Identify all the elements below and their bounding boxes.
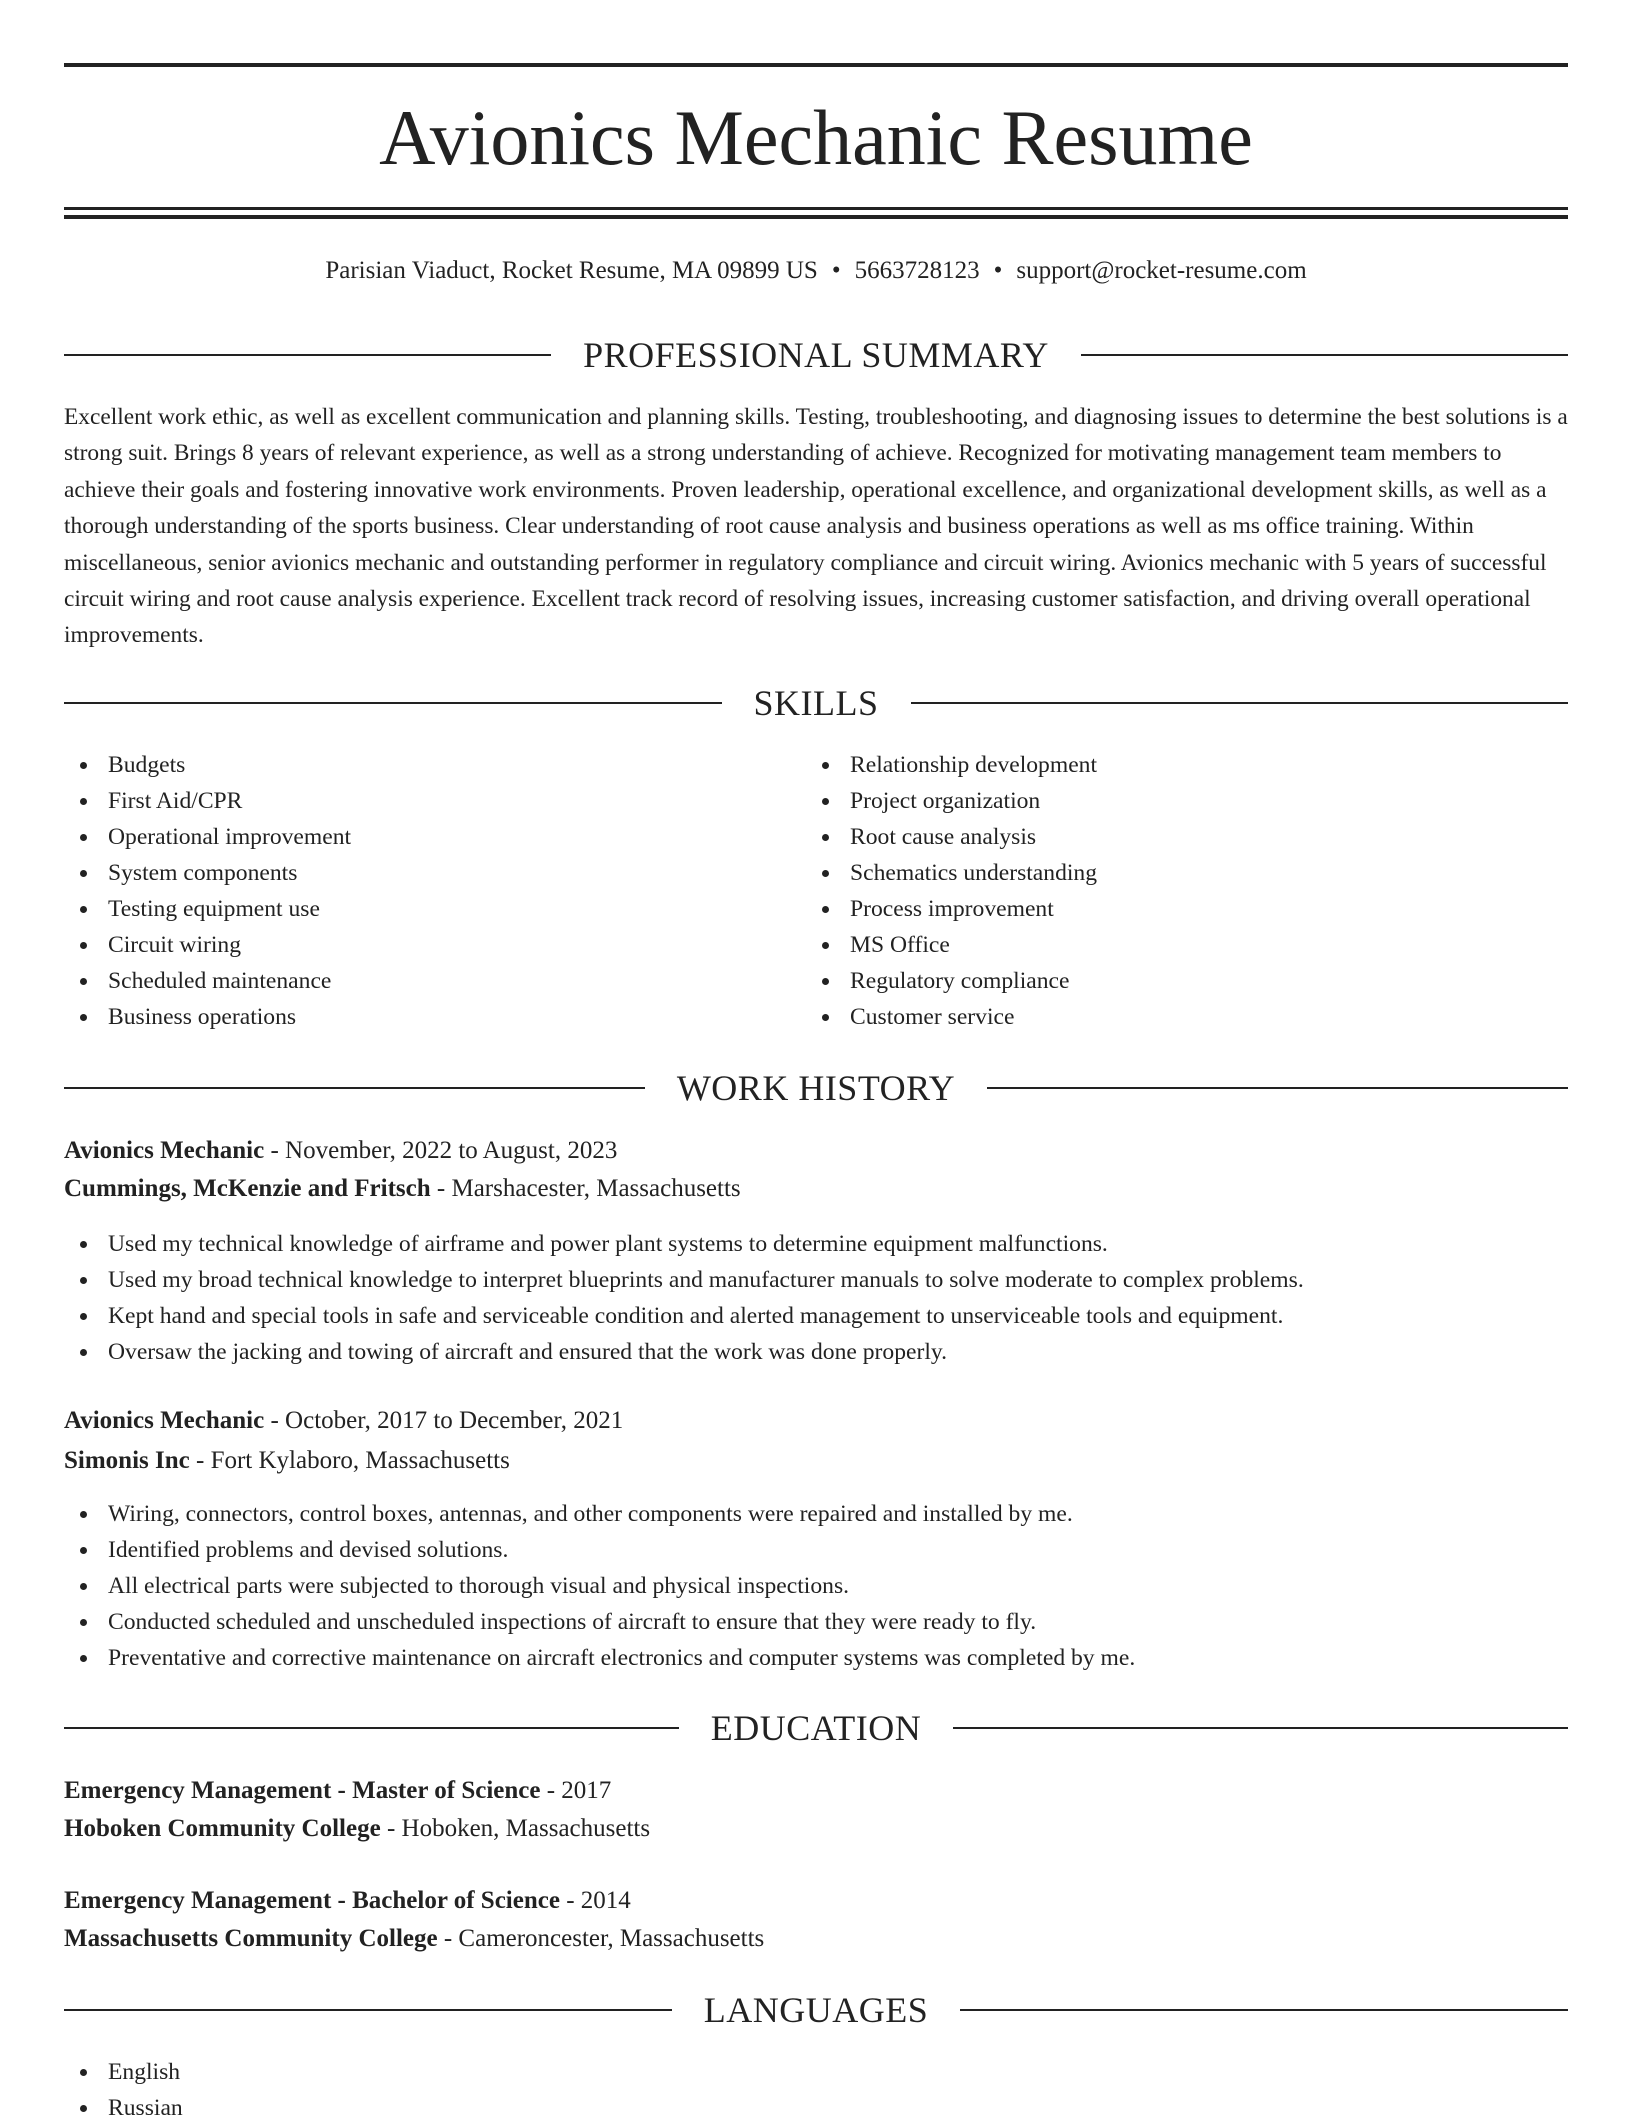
job-title-line xyxy=(64,1402,623,1440)
skill-label: Root cause analysis xyxy=(850,824,1037,850)
job-bullet xyxy=(64,1568,1568,1604)
job-bullet-text: Oversaw the jacking and towing of aircraft and ensured that the work was done properly. xyxy=(108,1339,948,1365)
education-year: 2014 xyxy=(580,1887,631,1914)
skill-label: Operational improvement xyxy=(108,824,352,850)
skill-item xyxy=(806,819,1546,855)
skill-item xyxy=(64,963,804,999)
job-location: Fort Kylaboro, Massachusetts xyxy=(210,1447,510,1474)
heading-rule-left xyxy=(64,1087,645,1089)
education-location: Hoboken, Massachusetts xyxy=(401,1815,651,1842)
languages-list xyxy=(64,2054,804,2126)
bullet-icon xyxy=(822,798,829,805)
skill-item xyxy=(806,999,1546,1035)
contact-line xyxy=(64,254,1568,288)
dash-separator: - xyxy=(189,1447,211,1474)
job-bullet xyxy=(64,1262,1568,1298)
skill-label: MS Office xyxy=(850,932,950,958)
dash-separator: - xyxy=(559,1887,581,1914)
bullet-icon xyxy=(80,2069,87,2076)
bullet-icon xyxy=(80,1349,87,1356)
bullet-icon xyxy=(80,798,87,805)
bullet-icon xyxy=(822,870,829,877)
education-degree: Emergency Management - Bachelor of Science xyxy=(64,1887,560,1914)
header-top-rule xyxy=(64,63,1568,67)
bullet-icon xyxy=(80,1619,87,1626)
job-company: Simonis Inc xyxy=(64,1447,190,1474)
contact-email[interactable]: support@rocket-resume.com xyxy=(1016,257,1307,284)
skill-label: Testing equipment use xyxy=(108,896,320,922)
bullet-icon xyxy=(822,1014,829,1021)
skill-item xyxy=(806,963,1546,999)
skill-label: First Aid/CPR xyxy=(108,788,243,814)
job-bullet xyxy=(64,1298,1568,1334)
bullet-icon xyxy=(80,1277,87,1284)
header-double-rule-lower xyxy=(64,215,1568,219)
bullet-icon xyxy=(822,978,829,985)
bullet-icon xyxy=(80,1014,87,1021)
job-bullet-text: Identified problems and devised solutions. xyxy=(108,1537,509,1563)
skill-item xyxy=(64,747,804,783)
heading-rule-right xyxy=(1081,354,1568,356)
skill-label: Relationship development xyxy=(850,752,1098,778)
skill-item xyxy=(64,855,804,891)
heading-rule-right xyxy=(987,1087,1568,1089)
language-item xyxy=(64,2054,804,2090)
job-bullet-text: Preventative and corrective maintenance on aircraft electronics and computer systems was completed by me. xyxy=(108,1645,1136,1671)
language-label: English xyxy=(108,2059,181,2085)
job-company-line xyxy=(64,1170,741,1208)
education-school: Hoboken Community College xyxy=(64,1815,381,1842)
job-company: Cummings, McKenzie and Fritsch xyxy=(64,1175,431,1202)
bullet-icon xyxy=(80,834,87,841)
job-title-line xyxy=(64,1132,617,1170)
bullet-icon xyxy=(822,762,829,769)
header-double-rule-upper xyxy=(64,207,1568,210)
heading-rule-left xyxy=(64,354,551,356)
skill-item xyxy=(64,999,804,1035)
education-year: 2017 xyxy=(561,1777,612,1804)
bullet-icon xyxy=(80,1655,87,1662)
education-location: Cameroncester, Massachusetts xyxy=(458,1925,765,1952)
skills-list-right xyxy=(806,747,1546,1035)
skill-item xyxy=(64,927,804,963)
job-bullet-text: Kept hand and special tools in safe and serviceable condition and alerted management to unserviceable tools and equipment. xyxy=(108,1303,1284,1329)
skill-item xyxy=(806,783,1546,819)
job-company-line xyxy=(64,1442,510,1480)
heading-rule-right xyxy=(960,2009,1568,2011)
heading-rule-right xyxy=(953,1727,1568,1729)
job-bullet xyxy=(64,1640,1568,1676)
bullet-icon xyxy=(822,834,829,841)
heading-rule-left xyxy=(64,1727,679,1729)
language-item xyxy=(64,2090,804,2126)
education-degree-line xyxy=(64,1772,611,1810)
skill-label: System components xyxy=(108,860,298,886)
job-bullet-text: Conducted scheduled and unscheduled inspections of aircraft to ensure that they were ready to fly. xyxy=(108,1609,1037,1635)
job-bullet xyxy=(64,1604,1568,1640)
job-title: Avionics Mechanic xyxy=(64,1407,265,1434)
section-title: EDUCATION xyxy=(710,1708,922,1748)
section-heading-education xyxy=(64,1706,1568,1750)
job-bullet-text: Wiring, connectors, control boxes, antennas, and other components were repaired and installed by me. xyxy=(108,1501,1073,1527)
education-degree: Emergency Management - Master of Science xyxy=(64,1777,541,1804)
skill-item xyxy=(64,783,804,819)
bullet-icon xyxy=(80,762,87,769)
heading-rule-left xyxy=(64,2009,672,2011)
bullet-icon xyxy=(80,1583,87,1590)
job-bullet-text: Used my technical knowledge of airframe and power plant systems to determine equipment malfunctions. xyxy=(108,1231,1108,1257)
bullet-icon xyxy=(80,978,87,985)
education-degree-line xyxy=(64,1882,631,1920)
section-title: LANGUAGES xyxy=(703,1990,929,2030)
dash-separator: - xyxy=(430,1175,452,1202)
job-bullet xyxy=(64,1496,1568,1532)
contact-separator: • xyxy=(993,257,1003,284)
section-heading-skills xyxy=(64,681,1568,725)
education-school-line xyxy=(64,1920,764,1958)
section-heading-work-history xyxy=(64,1066,1568,1110)
bullet-icon xyxy=(80,906,87,913)
skill-label: Budgets xyxy=(108,752,186,778)
summary-text: Excellent work ethic, as well as excellent communication and planning skills. Testing, troubleshooting, and diagnosing issues to determine the best solutions is a strong suit. Brings 8 years of relevant experience, as well as a strong understanding of achieve. Recognized for motivating management team members to achieve their goals and fostering innovative work environments. Proven leadership, operational excellence, and organizational development skills, as well as a thorough understanding of the sports business. Clear understanding of root cause analysis and business operations as well as ms office training. Within miscellaneous, senior avionics mechanic and outstanding performer in regulatory compliance and circuit wiring. Avionics mechanic with 5 years of successful circuit wiring and root cause analysis experience. Excellent track record of resolving issues, increasing customer satisfaction, and driving overall operational improvements. xyxy=(64,404,1568,649)
skill-label: Regulatory compliance xyxy=(850,968,1070,994)
dash-separator: - xyxy=(540,1777,562,1804)
skill-label: Customer service xyxy=(850,1004,1015,1030)
education-school-line xyxy=(64,1810,650,1848)
section-heading-languages xyxy=(64,1988,1568,2032)
section-title: PROFESSIONAL SUMMARY xyxy=(583,335,1049,375)
job-bullet xyxy=(64,1226,1568,1262)
education-school: Massachusetts Community College xyxy=(64,1925,438,1952)
skill-label: Project organization xyxy=(850,788,1041,814)
bullet-icon xyxy=(80,942,87,949)
section-heading-summary xyxy=(64,333,1568,377)
job-bullet-text: Used my broad technical knowledge to interpret blueprints and manufacturer manuals to solve moderate to complex problems. xyxy=(108,1267,1304,1293)
job-bullets xyxy=(64,1226,1568,1370)
language-label: Russian xyxy=(108,2095,183,2121)
skill-item xyxy=(64,891,804,927)
dash-separator: - xyxy=(264,1407,286,1434)
job-title: Avionics Mechanic xyxy=(64,1137,265,1164)
job-bullets xyxy=(64,1496,1568,1676)
resume-title: Avionics Mechanic Resume xyxy=(379,94,1253,181)
skill-item xyxy=(806,855,1546,891)
bullet-icon xyxy=(80,1313,87,1320)
skill-label: Process improvement xyxy=(850,896,1054,922)
section-title: SKILLS xyxy=(753,683,879,723)
skill-label: Scheduled maintenance xyxy=(108,968,332,994)
job-dates: October, 2017 to December, 2021 xyxy=(285,1407,624,1434)
bullet-icon xyxy=(80,2105,87,2112)
job-bullet xyxy=(64,1334,1568,1370)
skill-item xyxy=(806,891,1546,927)
skill-label: Circuit wiring xyxy=(108,932,242,958)
dash-separator: - xyxy=(264,1137,286,1164)
bullet-icon xyxy=(822,906,829,913)
job-dates: November, 2022 to August, 2023 xyxy=(285,1137,618,1164)
heading-rule-left xyxy=(64,702,722,704)
skill-label: Business operations xyxy=(108,1004,297,1030)
contact-phone: 5663728123 xyxy=(854,257,980,284)
skills-list-left xyxy=(64,747,804,1035)
skill-label: Schematics understanding xyxy=(850,860,1098,886)
bullet-icon xyxy=(822,942,829,949)
contact-address: Parisian Viaduct, Rocket Resume, MA 09899 US xyxy=(325,257,818,284)
bullet-icon xyxy=(80,870,87,877)
bullet-icon xyxy=(80,1511,87,1518)
heading-rule-right xyxy=(911,702,1569,704)
job-location: Marshacester, Massachusetts xyxy=(451,1175,741,1202)
bullet-icon xyxy=(80,1241,87,1248)
dash-separator: - xyxy=(437,1925,459,1952)
dash-separator: - xyxy=(380,1815,402,1842)
skill-item xyxy=(64,819,804,855)
skill-item xyxy=(806,747,1546,783)
section-title: WORK HISTORY xyxy=(676,1068,956,1108)
bullet-icon xyxy=(80,1547,87,1554)
job-bullet-text: All electrical parts were subjected to thorough visual and physical inspections. xyxy=(108,1573,850,1599)
skill-item xyxy=(806,927,1546,963)
contact-separator: • xyxy=(831,257,841,284)
job-bullet xyxy=(64,1532,1568,1568)
